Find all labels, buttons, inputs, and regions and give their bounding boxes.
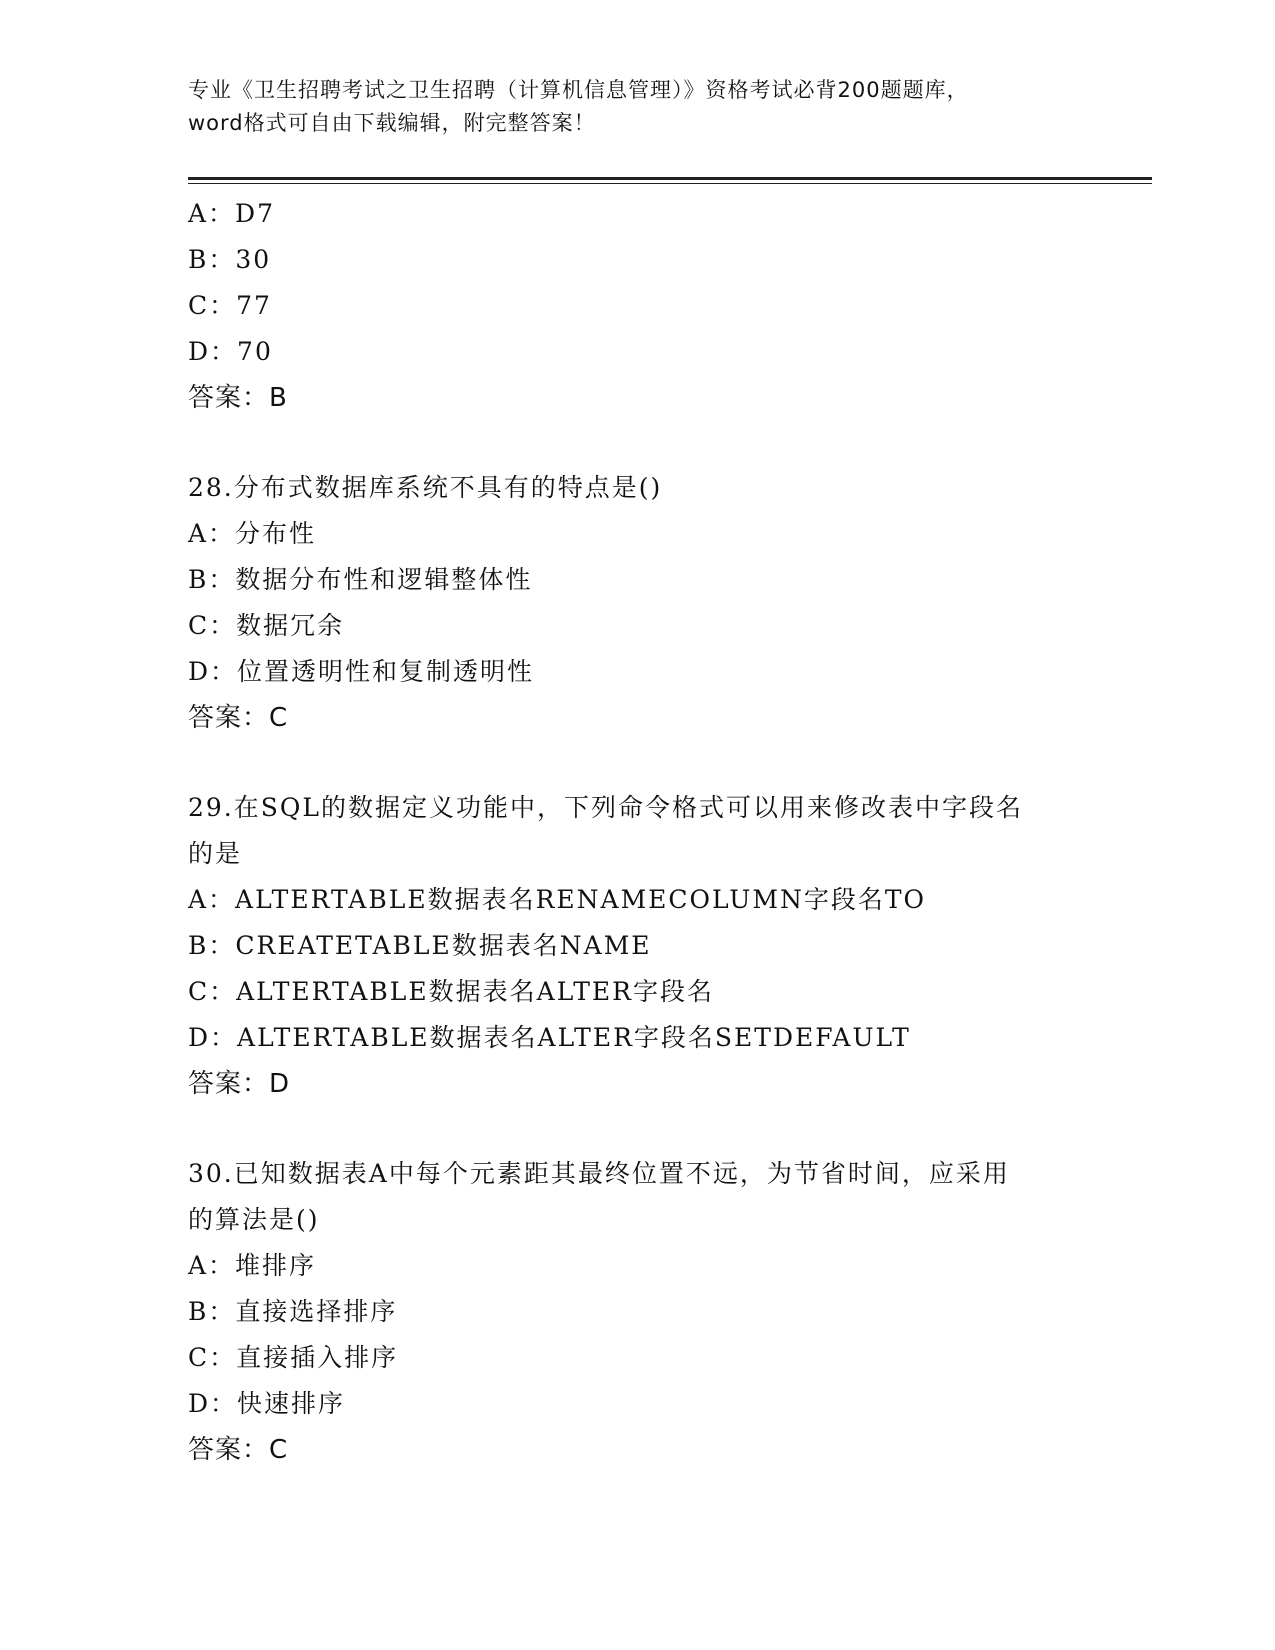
answer: 答案：D (188, 1069, 291, 1099)
question-text-line-2: 的算法是() (188, 1205, 320, 1234)
question-text-line-2: 的是 (188, 839, 243, 868)
question-30 (188, 1151, 1088, 1473)
question-text: 28.分布式数据库系统不具有的特点是() (188, 473, 663, 502)
option-b: B：30 (188, 245, 272, 274)
answer: 答案：C (188, 1435, 289, 1465)
option-d: D：70 (188, 337, 273, 366)
option-c: C：直接插入排序 (188, 1343, 399, 1372)
question-27 (188, 191, 1088, 421)
option-a: A：分布性 (188, 519, 317, 548)
option-d: D：位置透明性和复制透明性 (188, 657, 535, 686)
option-b: B：数据分布性和逻辑整体性 (188, 565, 533, 594)
option-b: B：CREATETABLE数据表名NAME (188, 931, 652, 960)
option-a: A：D7 (188, 199, 276, 228)
question-text-line-1: 30.已知数据表A中每个元素距其最终位置不远，为节省时间，应采用 (188, 1159, 1010, 1188)
option-a: A：ALTERTABLE数据表名RENAMECOLUMN字段名TO (188, 885, 926, 914)
option-d: D：快速排序 (188, 1389, 346, 1418)
answer: 答案：B (188, 383, 288, 413)
header-rule-thick (188, 177, 1152, 180)
option-b: B：直接选择排序 (188, 1297, 398, 1326)
header-line-2: word格式可自由下载编辑，附完整答案！ (188, 111, 596, 135)
option-a: A：堆排序 (188, 1251, 317, 1280)
question-list (188, 191, 1088, 1473)
option-c: C：ALTERTABLE数据表名ALTER字段名 (188, 977, 715, 1006)
question-text-line-1: 29.在SQL的数据定义功能中，下列命令格式可以用来修改表中字段名 (188, 793, 1023, 822)
question-29 (188, 785, 1088, 1107)
answer: 答案：C (188, 703, 289, 733)
header-line-1: 专业《卫生招聘考试之卫生招聘（计算机信息管理）》资格考试必背200题题库， (188, 78, 969, 102)
option-d: D：ALTERTABLE数据表名ALTER字段名SETDEFAULT (188, 1023, 911, 1052)
header-rule-thin (188, 183, 1152, 184)
option-c: C：77 (188, 291, 272, 320)
document-header (188, 74, 1088, 140)
question-28 (188, 465, 1088, 741)
option-c: C：数据冗余 (188, 611, 345, 640)
